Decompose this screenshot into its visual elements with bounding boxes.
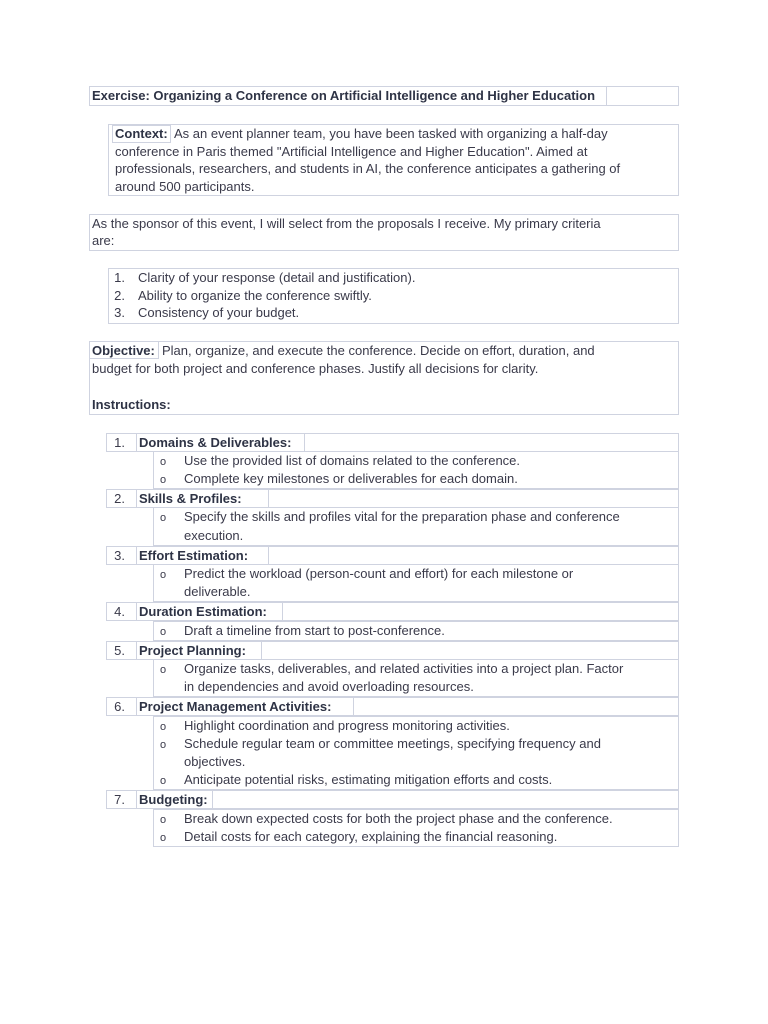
criteria-item: Consistency of your budget.: [138, 305, 300, 320]
criteria-item: Ability to organize the conference swiftly.: [138, 288, 372, 303]
instruction-item: Highlight coordination and progress monitoring activities.: [184, 717, 510, 733]
instruction-item: Use the provided list of domains related to the conference.: [184, 452, 521, 468]
instruction-item: in dependencies and avoid overloading resources.: [184, 679, 474, 695]
bullet-icon: o: [160, 512, 167, 525]
instruction-heading: Domains & Deliverables:: [139, 434, 292, 450]
bullet-icon: o: [160, 663, 167, 676]
instruction-item: Anticipate potential risks, estimating mitigation efforts and costs.: [184, 772, 553, 788]
context-line: around 500 participants.: [115, 179, 255, 194]
instruction-item: Break down expected costs for both the project phase and the conference.: [184, 810, 613, 826]
criteria-item: Clarity of your response (detail and justification).: [138, 270, 416, 285]
context-label: Context:: [115, 126, 168, 141]
instruction-item: Specify the skills and profiles vital for the preparation phase and conference: [184, 509, 620, 525]
instruction-item: Schedule regular team or committee meetings, specifying frequency and: [184, 735, 601, 751]
bullet-icon: o: [160, 455, 167, 468]
sponsor-line: are:: [92, 233, 115, 248]
instruction-item: Detail costs for each category, explaining the financial reasoning.: [184, 828, 558, 844]
instruction-item: Predict the workload (person-count and effort) for each milestone or: [184, 565, 574, 581]
objective-line: Plan, organize, and execute the conference. Decide on effort, duration, and: [162, 343, 595, 358]
instruction-item: deliverable.: [184, 584, 251, 600]
criteria-number: 2.: [114, 288, 125, 303]
sponsor-line: As the sponsor of this event, I will select from the proposals I receive. My primary criteria: [92, 216, 601, 231]
instruction-item: execution.: [184, 527, 244, 543]
instruction-heading: Skills & Profiles:: [139, 491, 242, 507]
instruction-item: Organize tasks, deliverables, and related activities into a project plan. Factor: [184, 660, 624, 676]
instruction-item: objectives.: [184, 753, 246, 769]
page-title: Exercise: Organizing a Conference on Artificial Intelligence and Higher Education: [92, 88, 596, 103]
context-line: As an event planner team, you have been tasked with organizing a half-day: [174, 126, 608, 141]
instruction-number: 3.: [114, 547, 125, 563]
instruction-heading: Duration Estimation:: [139, 604, 267, 620]
context-line: conference in Paris themed "Artificial Intelligence and Higher Education". Aimed at: [115, 144, 588, 159]
bullet-icon: o: [160, 831, 167, 844]
bullet-icon: o: [160, 720, 167, 733]
instruction-item: Complete key milestones or deliverables for each domain.: [184, 470, 518, 486]
instruction-heading: Budgeting:: [139, 792, 208, 808]
criteria-number: 1.: [114, 270, 125, 285]
instruction-heading: Project Management Activities:: [139, 699, 332, 715]
instruction-number: 6.: [114, 699, 125, 715]
objective-line: budget for both project and conference phases. Justify all decisions for clarity.: [92, 361, 539, 376]
objective-label: Objective:: [92, 343, 155, 358]
instruction-number: 5.: [114, 642, 125, 658]
instruction-item: Draft a timeline from start to post-conference.: [184, 622, 445, 638]
instruction-number: 7.: [114, 792, 125, 808]
instruction-number: 1.: [114, 434, 125, 450]
instruction-number: 2.: [114, 491, 125, 507]
bullet-icon: o: [160, 813, 167, 826]
criteria-number: 3.: [114, 305, 125, 320]
bullet-icon: o: [160, 568, 167, 581]
bullet-icon: o: [160, 625, 167, 638]
bullet-icon: o: [160, 738, 167, 751]
bullet-icon: o: [160, 775, 167, 788]
instruction-heading: Project Planning:: [139, 642, 246, 658]
bullet-icon: o: [160, 473, 167, 486]
instructions-label: Instructions:: [92, 397, 171, 412]
instruction-number: 4.: [114, 604, 125, 620]
instruction-heading: Effort Estimation:: [139, 547, 249, 563]
context-line: professionals, researchers, and students in AI, the conference anticipates a gathering of: [115, 161, 621, 176]
